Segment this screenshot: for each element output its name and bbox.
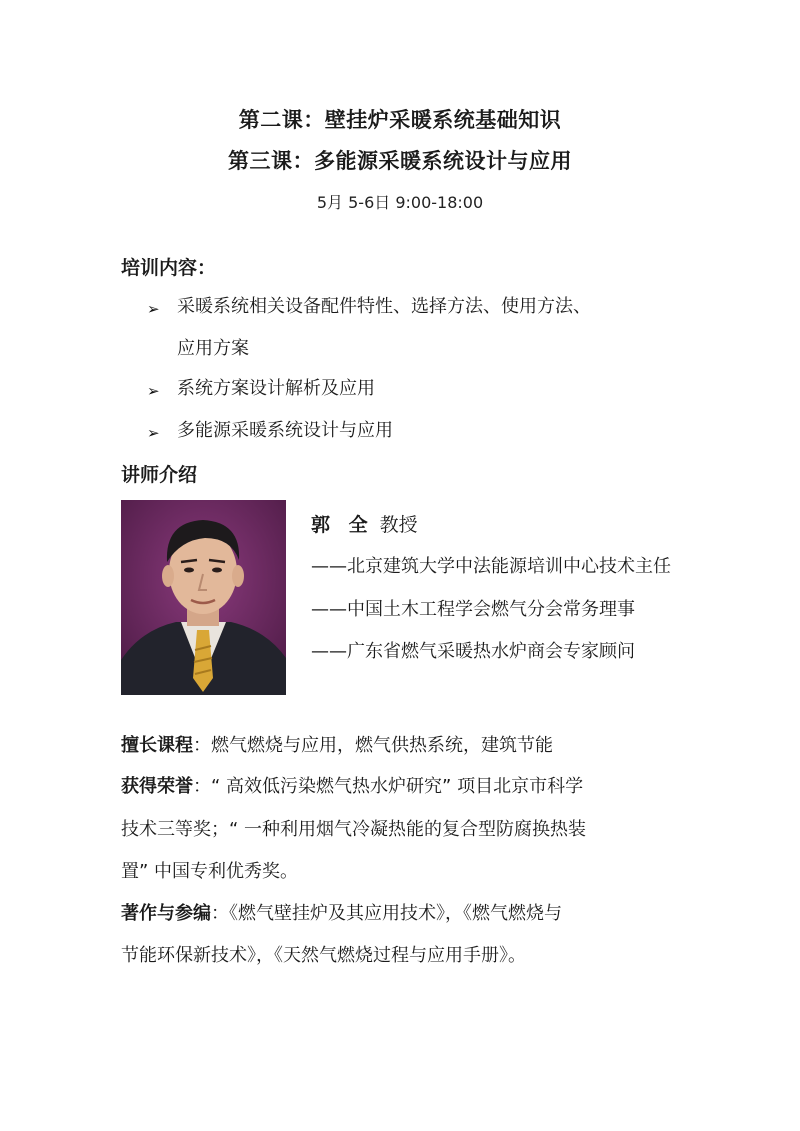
works-text: ：《燃气壁挂炉及其应用技术》，《燃气燃烧与 [211, 903, 562, 924]
lecturer-role: ——中国土木工程学会燃气分会常务理事 [311, 599, 635, 620]
lecturer-photo [121, 500, 286, 695]
schedule-text: 5月 5-6日 9:00-18:00 [316, 193, 484, 212]
works-text-continued: 节能环保新技术》，《天然气燃烧过程与应用手册》。 [121, 945, 526, 966]
honors-line [121, 776, 721, 798]
lesson2-title: 第二课：壁挂炉采暖系统基础知识 [238, 108, 562, 132]
lecturer-role: ——广东省燃气采暖热水炉商会专家顾问 [311, 641, 635, 662]
content-item [147, 420, 697, 444]
specialty-label: 擅长课程 [121, 735, 193, 756]
works-label: 著作与参编 [121, 903, 211, 924]
content-item-text: 采暖系统相关设备配件特性、选择方法、使用方法、 [177, 296, 591, 317]
content-item-text: 系统方案设计解析及应用 [177, 378, 375, 399]
lecturer-role: ——北京建筑大学中法能源培训中心技术主任 [311, 556, 671, 577]
arrow-bullet-icon: ➢ [147, 382, 160, 400]
lecturer-name-line [311, 510, 418, 537]
arrow-bullet-icon: ➢ [147, 300, 160, 318]
honors-label: 获得荣誉 [121, 776, 193, 797]
honors-text-continued: 置” 中国专利优秀奖。 [121, 861, 299, 882]
content-item [147, 378, 697, 402]
content-item-text-continued: 应用方案 [177, 338, 249, 359]
lesson3-title: 第三课：多能源采暖系统设计与应用 [228, 149, 572, 173]
honors-text: ：“ 高效低污染燃气热水炉研究” 项目北京市科学 [193, 776, 584, 797]
lecturer-heading: 讲师介绍 [121, 464, 198, 486]
specialty-text: ：燃气燃烧与应用，燃气供热系统，建筑节能 [193, 735, 553, 756]
lecturer-title: 教授 [379, 514, 418, 536]
honors-text-continued: 技术三等奖；“ 一种利用烟气冷凝热能的复合型防腐换热装 [121, 819, 587, 840]
arrow-bullet-icon: ➢ [147, 424, 160, 442]
specialty-line [121, 735, 721, 757]
content-item [147, 296, 697, 360]
content-item-text: 多能源采暖系统设计与应用 [177, 420, 393, 441]
training-content-heading: 培训内容： [121, 257, 217, 279]
portrait-illustration [121, 500, 286, 695]
lecturer-name: 郭 全 [311, 514, 374, 536]
works-line [121, 903, 721, 925]
